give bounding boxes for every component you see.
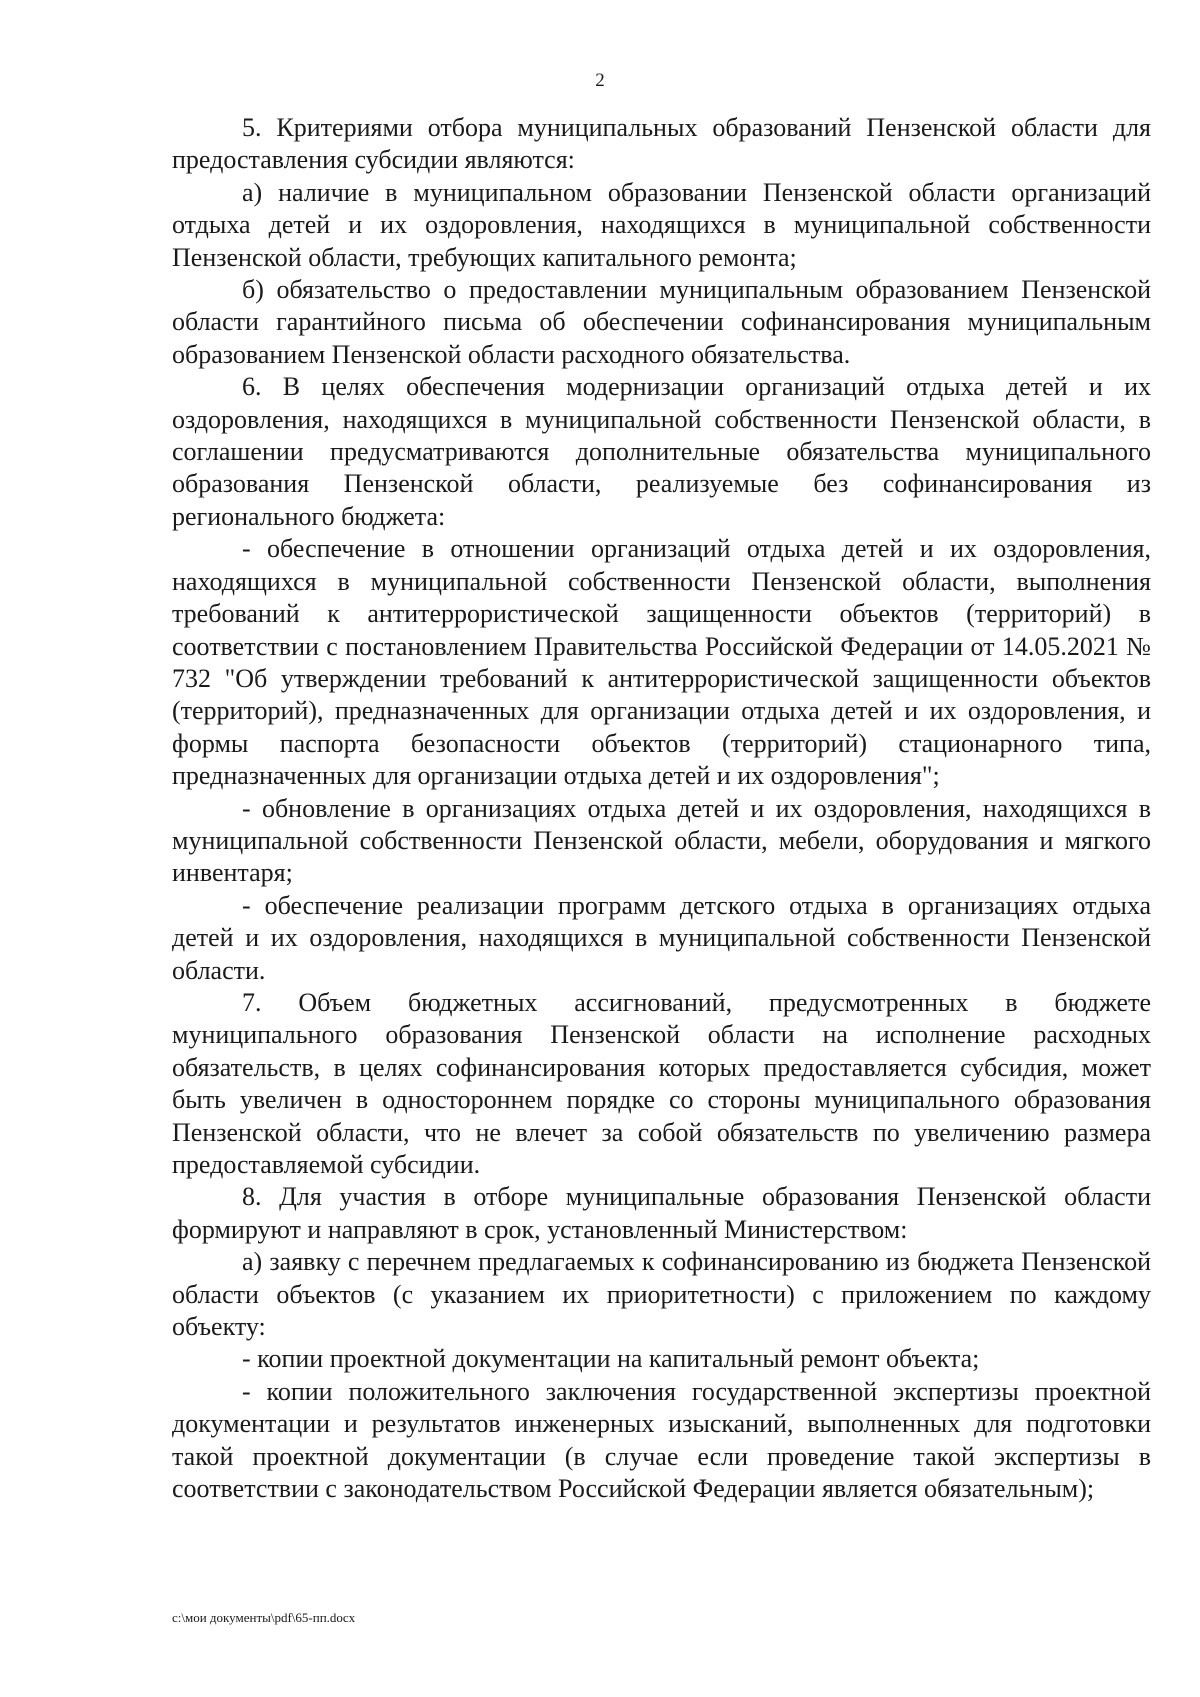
paragraph-criteria: 5. Критериями отбора муниципальных образований Пензенской области для предоставления субсидии являются: xyxy=(172,113,1151,175)
paragraph-participation-a: а) заявку с перечнем предлагаемых к софинансированию из бюджета Пензенской области объектов (с указанием их приоритетности) с приложением по каждому объекту: xyxy=(172,1247,1151,1342)
paragraph-criteria-b: б) обязательство о предоставлении муниципальным образованием Пензенской области гарантийного письма об обеспечении софинансирования муниципальным образованием Пензенской области расходного обязательства. xyxy=(172,275,1151,369)
paragraph-participation: 8. Для участия в отборе муниципальные образования Пензенской области формируют и направляют в срок, установленный Министерством: xyxy=(172,1182,1151,1244)
paragraph-budget-volume: 7. Объем бюджетных ассигнований, предусмотренных в бюджете муниципального образования Пензенской области на исполнение расходных обязательств, в целях софинансирования которых предоставляется субсидия, может быть увеличен в одностороннем порядке со стороны муниципального образования Пензенской области, что не влечет за собой обязательств по увеличению размера предоставляемой субсидии. xyxy=(172,987,1151,1179)
footer-file-path: c:\мои документы\pdf\65-пп.docx xyxy=(172,1610,356,1625)
list-item-programs: - обеспечение реализации программ детского отдыха в организациях отдыха детей и их оздоровления, находящихся в муниципальной собственности Пензенской области. xyxy=(172,890,1151,985)
list-item-antiterror: - обеспечение в отношении организаций отдыха детей и их оздоровления, находящихся в муниципальной собственности Пензенской области, выполнения требований к антитеррористической защищенности объектов (территорий) в соответствии с постановлением Правительства Российской Федерации от 14.05.2021 № 732 "Об утверждении требований к антитеррористической защищенности объектов (территорий), предназначенных для организации отдыха детей и их оздоровления, и формы паспорта безопасности объектов (территорий) стационарного типа, предназначенных для организации отдыха детей и их оздоровления"; xyxy=(172,534,1151,791)
paragraph-criteria-a: а) наличие в муниципальном образовании Пензенской области организаций отдыха детей и их оздоровления, находящихся в муниципальной собственности Пензенской области, требующих капитального ремонта; xyxy=(172,177,1151,272)
paragraph-modernization: 6. В целях обеспечения модернизации организаций отдыха детей и их оздоровления, находящихся в муниципальной собственности Пензенской области, в соглашении предусматриваются дополнительные обязательства муниципального образования Пензенской области, реализуемые без софинансирования из регионального бюджета: xyxy=(172,372,1151,531)
list-item-furniture: - обновление в организациях отдыха детей и их оздоровления, находящихся в муниципальной собственности Пензенской области, мебели, оборудования и мягкого инвентаря; xyxy=(172,793,1151,888)
page-number: 2 xyxy=(595,70,605,91)
list-item-project-docs: - копии проектной документации на капитальный ремонт объекта; xyxy=(242,1344,980,1374)
document-body xyxy=(172,112,1151,1505)
list-item-expertise: - копии положительного заключения государственной экспертизы проектной документации и результатов инженерных изысканий, выполненных для подготовки такой проектной документации (в случае если проведение такой экспертизы в соответствии с законодательством Российской Федерации является обязательным); xyxy=(172,1376,1151,1504)
